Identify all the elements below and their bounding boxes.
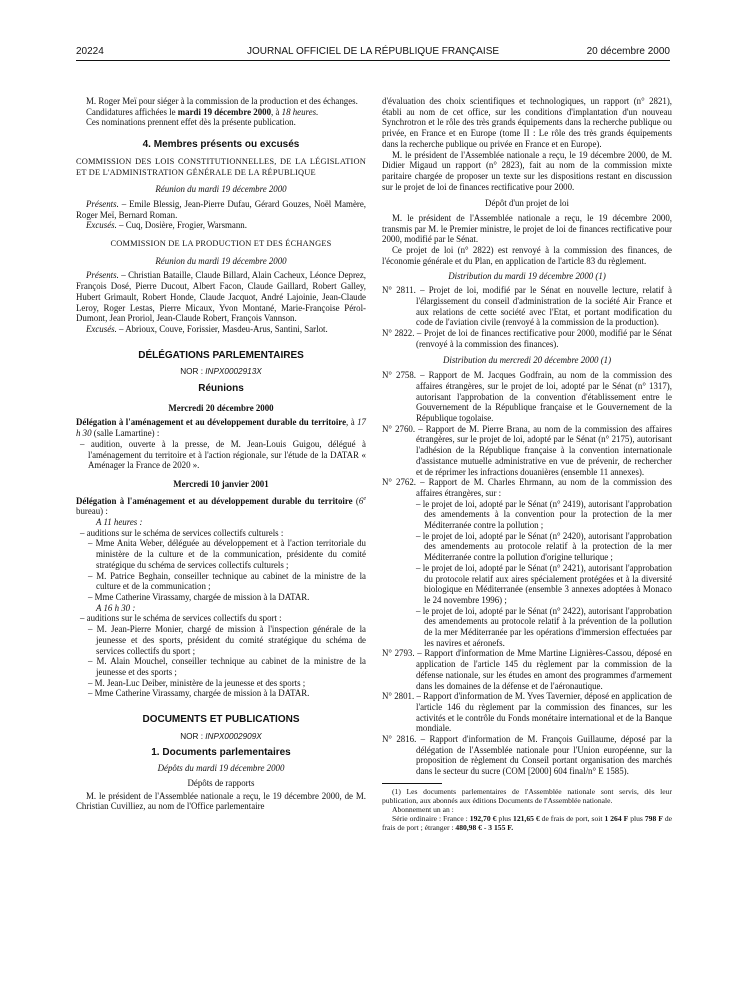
footnote: (1) Les documents parlementaires de l'Assemblée nationale sont servis, dès leur publication, aux abonnés aux éditions Documents de l'Assemblée nationale. — [382, 786, 672, 805]
deposit-date: Dépôts du mardi 19 décembre 2000 — [157, 763, 285, 774]
distribution-date: Distribution du mercredi 20 décembre 2000 (1) — [442, 355, 612, 366]
document-subentry: – le projet de loi, adopté par le Sénat (n° 2421), autorisant l'approbation du protocole relatif aux aires spécialement protégées et à la diversité biologique en Méditerranée (ensemble 3 annexes adoptées à Monaco le 24 novembre 1996) ; — [416, 562, 672, 605]
subsection-heading: 1. Documents parlementaires — [151, 747, 291, 759]
header-rule — [76, 60, 670, 61]
document-entry: N° 2801. – Rapport d'information de M. Yves Tavernier, déposé en application de l'article 146 du règlement par la commission des finances, sur les activités et le contrôle du Fonds monétaire international et de la Banque mondiale. — [382, 691, 672, 734]
section-title: DOCUMENTS ET PUBLICATIONS — [142, 714, 300, 726]
document-entry: N° 2758. – Rapport de M. Jacques Godfrain, au nom de la commission des affaires étrangères, sur le projet de loi, adopté par le Sénat (n° 1317), autorisant l'approbation de la convention d'établissement entre le Gouvernement de la République française et le Gouvernement de la République togolaise. — [382, 370, 672, 423]
agenda-item: – auditions sur le schéma de services collectifs du sport : — [80, 613, 282, 624]
paragraph: Ces nominations prennent effet dès la présente publication. — [86, 117, 296, 128]
document-entry: N° 2762. – Rapport de M. Charles Ehrmann, au nom de la commission des affaires étrangères, sur : — [382, 477, 672, 498]
paragraph: d'évaluation des choix scientifiques et technologiques, un rapport (n° 2821), établi au nom de cet office, sur les conditions d'implantation d'un nouveau Synchrotron et le rôle des très grands équipements dans la recherche publique ou privée, en France et en Europe (tome II : Le rôle des très grands équipements dans la recherche publique ou privée en France et en Europe). — [382, 96, 672, 149]
paragraph: Ce projet de loi (n° 2822) est renvoyé à la commission des finances, de l'économie générale et du Plan, en application de l'article 83 du règlement. — [382, 245, 672, 266]
document-entry: N° 2811. – Projet de loi, modifié par le Sénat en nouvelle lecture, relatif à l'élargissement du conseil d'administration de la société Air France et aux relations de cette société avec l'Etat, et portant modification du code de l'aviation civile (renvoyé à la commission de la production). — [382, 285, 672, 328]
excused-list: Excusés. – Abrioux, Couve, Forissier, Masdeu-Arus, Santini, Sarlot. — [86, 323, 328, 334]
agenda-item: – auditions sur le schéma de services collectifs culturels : — [80, 527, 284, 538]
document-entry: N° 2760. – Rapport de M. Pierre Brana, au nom de la commission des affaires étrangères, sur le projet de loi, adopté par le Sénat (n° 2175), autorisant l'adhésion de la République française à la convention internationale d'assistance mutuelle administrative en vue de prévenir, de rechercher et de réprimer les infractions douanières (ensemble 11 annexes). — [382, 423, 672, 477]
time-slot: A 16 h 30 : — [96, 602, 136, 613]
meeting-day: Mercredi 20 décembre 2000 — [168, 402, 274, 413]
meeting-date: Réunion du mardi 19 décembre 2000 — [155, 184, 287, 195]
delegation-title: Délégation à l'aménagement et au développement durable du territoire (6e bureau) : — [76, 495, 366, 517]
agenda-subitem: – M. Alain Mouchel, conseiller technique au cabinet de la ministre de la jeunesse et des sports ; — [88, 656, 366, 677]
paragraph: M. le président de l'Assemblée nationale a reçu, le 19 décembre 2000, de M. Christian Cuvilliez, au nom de l'Office parlementaire — [76, 790, 366, 812]
subscription-prices: Série ordinaire : France : 192,70 € plus 121,65 € de frais de port, soit 1 264 F plus 798 F de frais de port ; étranger : 480,98 € - 3 155 F. — [382, 813, 672, 832]
paragraph: M. le président de l'Assemblée nationale a reçu, le 19 décembre 2000, transmis par M. le Premier ministre, le projet de loi de finances rectificative pour 2000, modifié par le Sénat. — [382, 213, 672, 245]
right-column — [382, 96, 672, 832]
document-entry: N° 2793. – Rapport d'information de Mme Martine Lignières-Cassou, déposé en application de l'article 145 du règlement par la commission de la défense nationale, sur les études en amont des programmes d'armement dans les domaines de la défense et de l'aéronautique. — [382, 648, 672, 691]
document-subentry: – le projet de loi, adopté par le Sénat (n° 2419), autorisant l'approbation des amendements à la convention pour la protection de la mer Méditerranée contre la pollution ; — [416, 498, 672, 531]
left-column — [76, 96, 366, 812]
agenda-subitem: – Mme Anita Weber, déléguée au développement et à l'action territoriale du ministère de la culture et de la communication, présidente du comité stratégique du schéma de services collectifs culturels ; — [88, 538, 366, 570]
document-subentry: – le projet de loi, adopté par le Sénat (n° 2420), autorisant l'approbation des amendements au protocole relatif à la protection de la mer Méditerranée contre la pollution d'origine tellurique ; — [416, 530, 672, 563]
commission-title: COMMISSION DE LA PRODUCTION ET DES ÉCHANGES — [110, 239, 332, 249]
subsection-heading: Réunions — [198, 383, 244, 395]
page-header — [76, 46, 670, 60]
footnote-rule — [382, 783, 442, 784]
page-number: 20224 — [76, 46, 104, 57]
agenda-subitem: – M. Patrice Beghain, conseiller technique au cabinet de la ministre de la culture et de la communication ; — [88, 570, 366, 592]
nor-reference: NOR : INPX0002909X — [180, 731, 262, 741]
issue-date: 20 décembre 2000 — [586, 46, 670, 57]
time-slot: A 11 heures : — [96, 517, 143, 528]
agenda-subitem: – M. Jean-Pierre Monier, chargé de mission à l'inspection générale de la jeunesse et des sports, président du comité stratégique du schéma de services collectifs du sport ; — [88, 624, 366, 656]
agenda-subitem: – Mme Catherine Virassamy, chargée de mission à la DATAR. — [88, 688, 310, 699]
section-title: DÉLÉGATIONS PARLEMENTAIRES — [138, 349, 304, 361]
delegation-title: Délégation à l'aménagement et au développement durable du territoire, à 17 h 30 (salle Lamartine) : — [76, 417, 366, 439]
commission-title: COMMISSION DES LOIS CONSTITUTIONNELLES, DE LA LÉGISLATION ET DE L'ADMINISTRATION GÉNÉRALE DE LA RÉPUBLIQUE — [76, 156, 366, 177]
meeting-day: Mercredi 10 janvier 2001 — [173, 478, 269, 489]
journal-title: JOURNAL OFFICIEL DE LA RÉPUBLIQUE FRANÇAISE — [246, 46, 500, 57]
paragraph: M. Roger Meï pour siéger à la commission de la production et des échanges. — [86, 96, 358, 106]
document-entry: N° 2816. – Rapport d'information de M. François Guillaume, déposé par la délégation de l'Assemblée nationale pour l'Union européenne, sur la proposition de règlement du Conseil portant organisation des marchés dans le secteur du sucre (COM [2000] 604 final/n° E 1585). — [382, 734, 672, 777]
meeting-date: Réunion du mardi 19 décembre 2000 — [155, 255, 287, 266]
deposit-heading: Dépôts de rapports — [187, 777, 255, 788]
present-list: Présents. – Christian Bataille, Claude Billard, Alain Cacheux, Léonce Deprez, François Dosé, Pierre Ducout, Albert Facon, Claude Gaillard, Robert Galley, Hubert Grimault, Robert Honde, Claude Jacquot, André Lajoinie, Jean-Claude Leroy, Roger Lestas, Pierre Micaux, Yvon Montané, Marie-Françoise Pérol-Dumont, Jean Proriol, Jean-Claude Robert, François Vannson. — [76, 270, 366, 324]
document-entry: N° 2822. – Projet de loi de finances rectificative pour 2000, modifié par le Sénat (renvoyé à la commission des finances). — [382, 328, 672, 349]
distribution-date: Distribution du mardi 19 décembre 2000 (1) — [448, 270, 606, 281]
agenda-subitem: – M. Jean-Luc Deiber, ministère de la jeunesse et des sports ; — [88, 677, 306, 688]
section-heading: 4. Membres présents ou excusés — [142, 139, 300, 151]
subscription-heading: Abonnement un an : — [392, 804, 454, 814]
excused-list: Excusés. – Cuq, Dosière, Frogier, Warsmann. — [86, 220, 247, 231]
document-subentry: – le projet de loi, adopté par le Sénat (n° 2422), autorisant l'approbation des amendements au protocole relatif à la prévention de la pollution de la mer Méditerranée par les opérations d'immersion effectuées par les navires et aéronefs. — [416, 605, 672, 648]
deposit-heading: Dépôt d'un projet de loi — [485, 198, 569, 209]
paragraph: Candidatures affichées le mardi 19 décembre 2000, à 18 heures. — [86, 106, 319, 117]
present-list: Présents. – Emile Blessig, Jean-Pierre Dufau, Gérard Gouzes, Noël Mamère, Roger Meï, Bernard Roman. — [76, 198, 366, 220]
nor-reference: NOR : INPX0002913X — [180, 367, 262, 377]
agenda-item: – audition, ouverte à la presse, de M. Jean-Louis Guigou, délégué à l'aménagement du territoire et à l'action régionale, sur l'étude de la DATAR « Aménager la France de 2020 ». — [80, 438, 366, 471]
agenda-subitem: – Mme Catherine Virassamy, chargée de mission à la DATAR. — [88, 591, 310, 602]
paragraph: M. le président de l'Assemblée nationale a reçu, le 19 décembre 2000, de M. Didier Migaud un rapport (n° 2823), fait au nom de la commission mixte paritaire chargée de proposer un texte sur les dispositions restant en discussion sur le projet de loi de finances rectificative pour 2000. — [382, 149, 672, 192]
